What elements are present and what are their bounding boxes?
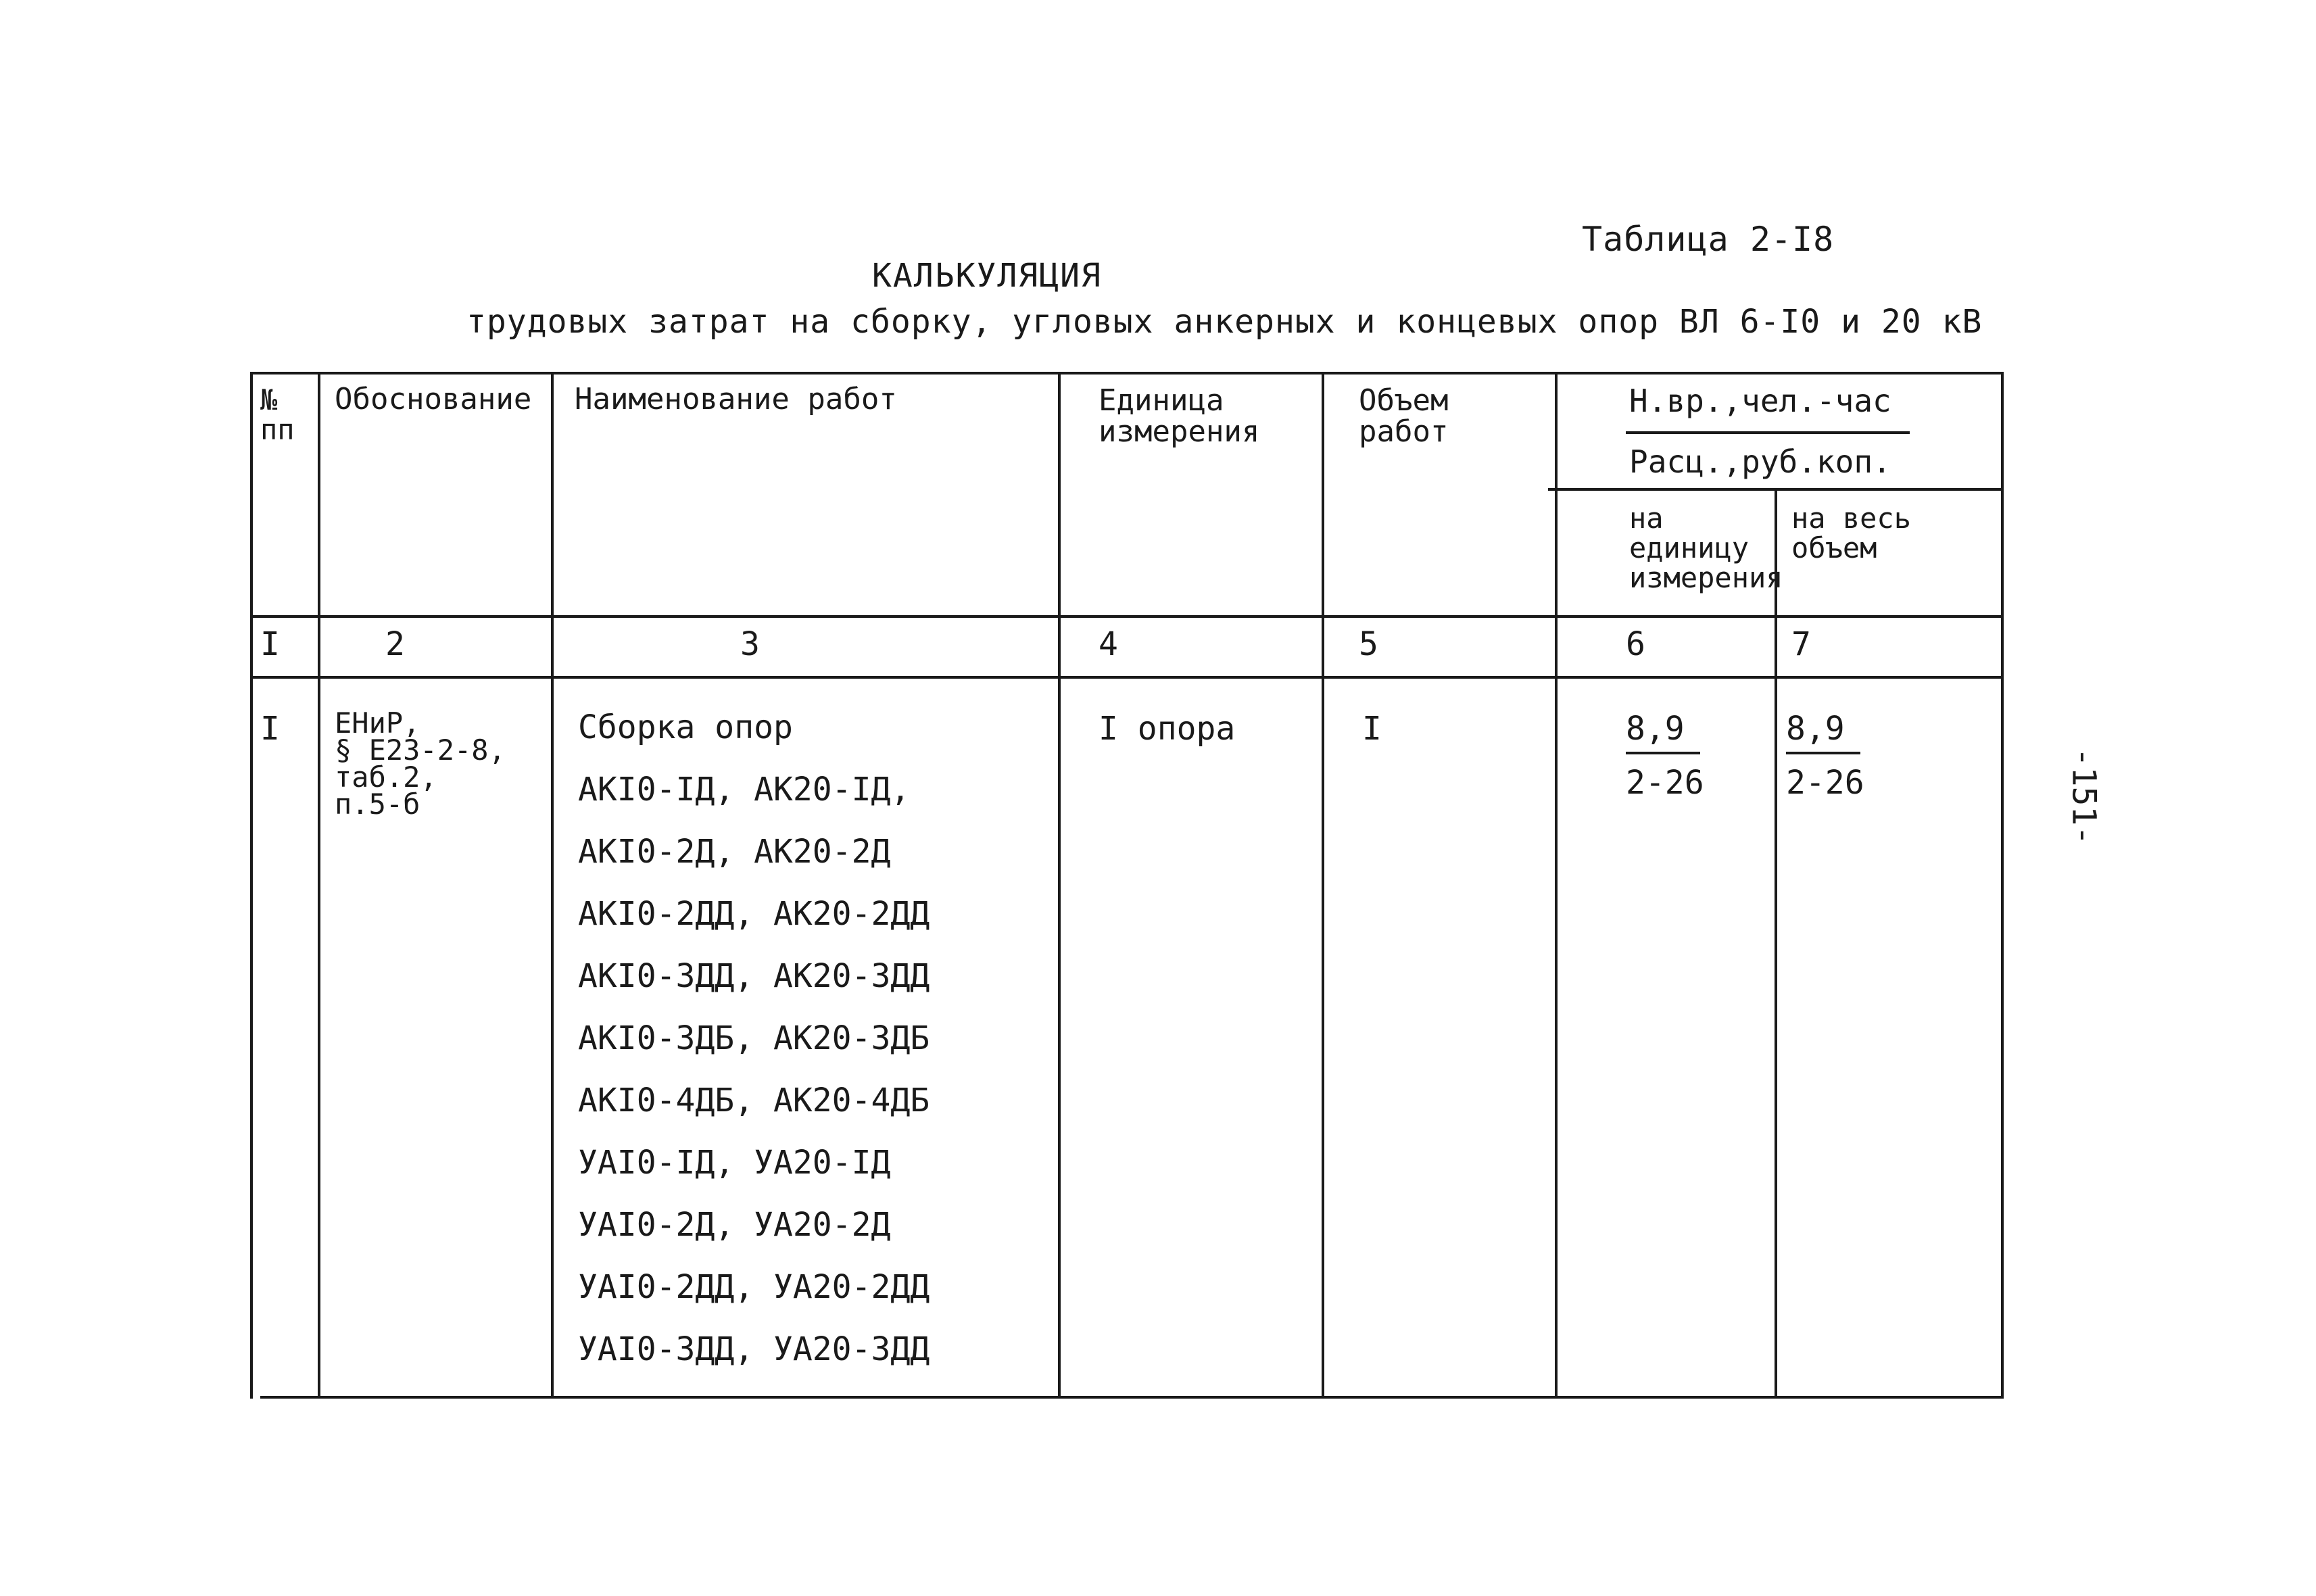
document-subtitle: трудовых затрат на сборку, угловых анкерных и концевых опор ВЛ 6-I0 и 20 кВ (466, 303, 1983, 341)
header-unit: Единица измерения (1099, 383, 1260, 449)
total-rate: 2-26 (1786, 764, 1864, 802)
header-time-norm: Н.вр.,чел.-час (1629, 383, 1891, 419)
row-per-unit-value (1626, 710, 1704, 802)
calculation-table (250, 372, 2001, 1399)
col-line-7 (2001, 372, 2004, 1399)
col-line-4 (1322, 372, 1324, 1399)
col-line-6 (1775, 488, 1777, 1399)
column-number-7: 7 (1791, 625, 1811, 663)
work-line: АКI0-2ДД, АК20-2ДД (578, 895, 930, 933)
work-line: УАI0-2ДД, УА20-2ДД (578, 1268, 930, 1306)
work-line: АКI0-2Д, АК20-2Д (578, 833, 891, 871)
col-line-2 (551, 372, 554, 1399)
per-unit-time: 8,9 (1626, 710, 1700, 754)
col-line-5 (1555, 372, 1558, 1399)
header-basis: Обоснование (335, 382, 532, 416)
work-line: Сборка опор (578, 708, 793, 746)
column-number-6: 6 (1626, 625, 1645, 663)
table-number: Таблица 2-I8 (1582, 220, 1835, 259)
row-number: I (260, 710, 280, 748)
document-title: КАЛЬКУЛЯЦИЯ (872, 257, 1102, 295)
work-line: УАI0-IД, УА20-IД (578, 1144, 891, 1182)
header-work-name: Наименование работ (575, 382, 897, 416)
header-time-rate-divider (1626, 431, 1910, 434)
page-number: -151- (2065, 747, 2103, 846)
col-line-0 (250, 372, 253, 1399)
work-line: АКI0-IД, АК20-IД, (578, 771, 911, 808)
row-total-value (1786, 710, 1864, 802)
column-number-5: 5 (1359, 625, 1378, 663)
header-rate: Расц.,руб.коп. (1629, 443, 1891, 480)
row-volume: I (1362, 710, 1382, 748)
column-number-3: 3 (740, 625, 760, 663)
row-unit: I опора (1099, 710, 1236, 748)
work-line: АКI0-4ДБ, АК20-4ДБ (578, 1082, 930, 1119)
work-line: АКI0-3ДБ, АК20-3ДБ (578, 1019, 930, 1057)
column-number-2: 2 (385, 625, 405, 663)
work-line: УАI0-3ДД, УА20-3ДД (578, 1330, 930, 1368)
header-volume: Объем работ (1359, 383, 1449, 449)
row-basis: ЕНиР, § Е23-2-8, таб.2, п.5-б (335, 706, 506, 821)
column-number-4: 4 (1099, 625, 1118, 663)
total-time: 8,9 (1786, 710, 1860, 754)
header-total-volume: на весь объем (1791, 502, 1912, 564)
per-unit-rate: 2-26 (1626, 764, 1704, 802)
work-line: УАI0-2Д, УА20-2Д (578, 1206, 891, 1244)
col-line-1 (318, 372, 320, 1399)
col-line-3 (1058, 372, 1061, 1399)
row-works-list (578, 696, 930, 1380)
work-line: АКI0-3ДД, АК20-3ДД (578, 957, 930, 995)
column-number-1: I (260, 625, 280, 663)
table-border-bottom (260, 1396, 2003, 1399)
header-per-unit: на единицу измерения (1629, 502, 1783, 594)
header-number: № пп (260, 383, 295, 446)
header-bottom-line (250, 615, 2001, 618)
table-border-top (250, 372, 2001, 374)
column-numbers-bottom-line (250, 676, 2001, 679)
